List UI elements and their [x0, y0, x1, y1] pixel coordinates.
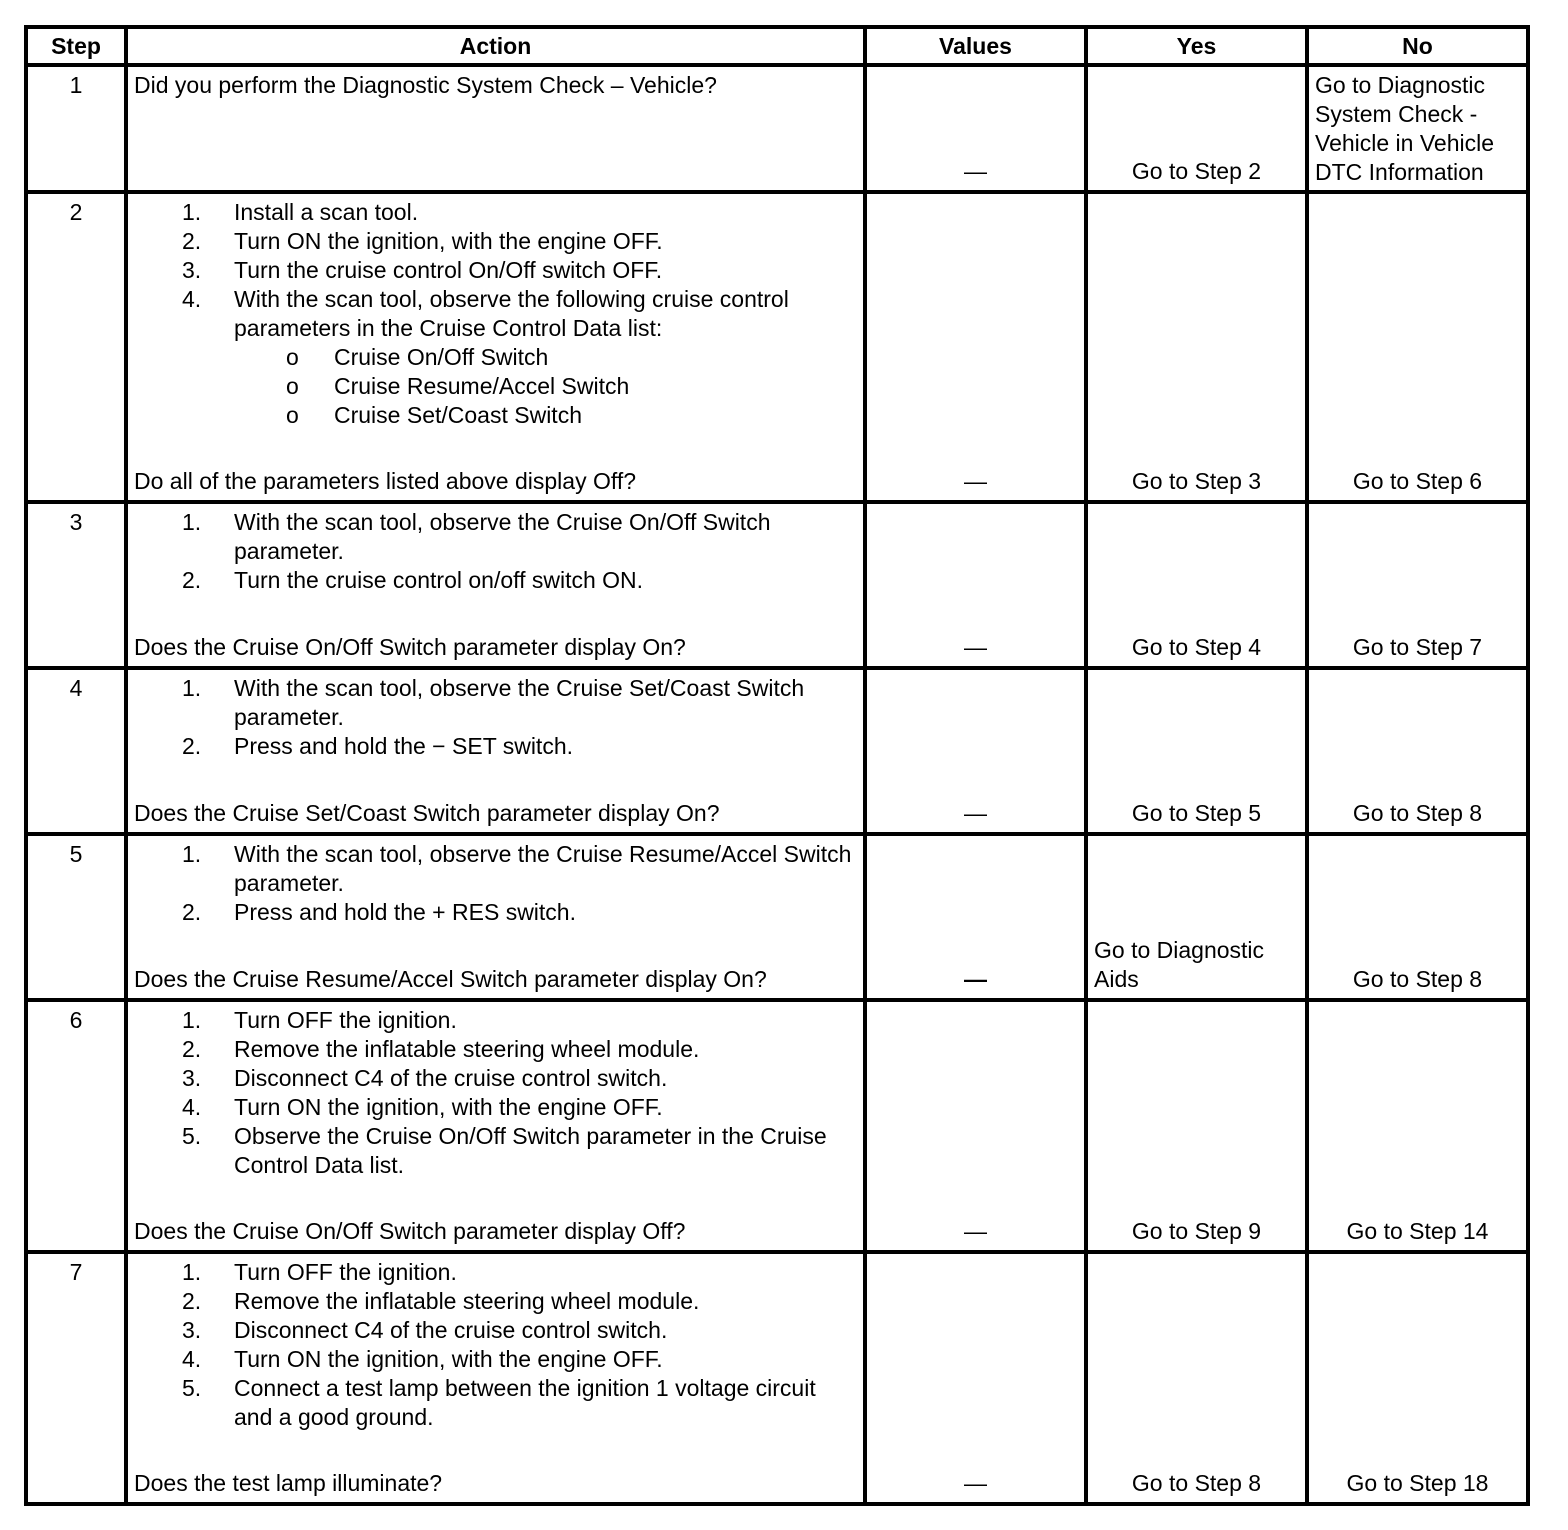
step-number: 4	[26, 668, 126, 834]
yes-link[interactable]: Go to Step 8	[1131, 1470, 1262, 1496]
diagnostic-table	[24, 25, 1530, 1506]
values-cell	[865, 1252, 1086, 1504]
values-dash: —	[964, 468, 987, 494]
question-text: Does the Cruise On/Off Switch parameter display Off?	[134, 1218, 686, 1244]
no-link[interactable]: Go to Step 6	[1352, 468, 1483, 494]
instruction-list	[134, 674, 857, 761]
instruction-item: 2. Turn ON the ignition, with the engine OFF.	[182, 228, 663, 254]
yes-cell	[1086, 502, 1307, 668]
no-cell	[1307, 1000, 1528, 1252]
no-link[interactable]: Go to Diagnostic System Check - Vehicle in Vehicle DTC Information	[1315, 72, 1495, 185]
values-dash: —	[964, 800, 987, 826]
no-cell	[1307, 834, 1528, 1000]
action-cell	[126, 668, 865, 834]
values-cell	[865, 834, 1086, 1000]
instruction-list	[134, 508, 857, 595]
instruction-item: 3. Turn the cruise control On/Off switch OFF.	[182, 257, 663, 283]
yes-link[interactable]: Go to Step 9	[1131, 1218, 1262, 1244]
instruction-item: 4. Turn ON the ignition, with the engine OFF.	[182, 1346, 663, 1372]
instruction-item: 2. Press and hold the − SET switch.	[182, 733, 574, 759]
values-cell	[865, 65, 1086, 192]
yes-link[interactable]: Go to Step 2	[1131, 158, 1262, 184]
values-cell	[865, 1000, 1086, 1252]
values-dash: —	[964, 966, 987, 992]
diagnostic-table-page	[24, 25, 1526, 1506]
question-text: Does the Cruise On/Off Switch parameter display On?	[134, 634, 686, 660]
step-number: 7	[26, 1252, 126, 1504]
header-row	[26, 27, 1528, 65]
table-row-step-7	[26, 1252, 1528, 1504]
instruction-item: 5. Connect a test lamp between the ignition 1 voltage circuit and a good ground.	[182, 1375, 816, 1430]
yes-cell	[1086, 668, 1307, 834]
table-row-step-1	[26, 65, 1528, 192]
yes-cell	[1086, 65, 1307, 192]
yes-link[interactable]: Go to Diagnostic Aids	[1094, 937, 1265, 992]
question-text: Does the Cruise Set/Coast Switch parameter display On?	[134, 800, 720, 826]
no-link[interactable]: Go to Step 14	[1346, 1218, 1489, 1244]
question-text: Do all of the parameters listed above display Off?	[134, 468, 637, 494]
table-row-step-6	[26, 1000, 1528, 1252]
action-cell	[126, 502, 865, 668]
values-dash: —	[964, 634, 987, 660]
no-cell	[1307, 668, 1528, 834]
instruction-item: 1. Install a scan tool.	[182, 199, 419, 225]
action-cell	[126, 1000, 865, 1252]
header-action: Action	[126, 27, 865, 65]
instruction-item: 1. Turn OFF the ignition.	[182, 1259, 457, 1285]
parameter-item: o Cruise Set/Coast Switch	[286, 402, 582, 428]
instruction-list	[134, 198, 857, 430]
table-row-step-5	[26, 834, 1528, 1000]
yes-link[interactable]: Go to Step 3	[1131, 468, 1262, 494]
yes-cell	[1086, 834, 1307, 1000]
instruction-item: 2. Press and hold the + RES switch.	[182, 899, 576, 925]
instruction-item: 5. Observe the Cruise On/Off Switch parameter in the Cruise Control Data list.	[182, 1123, 827, 1178]
no-cell	[1307, 1252, 1528, 1504]
action-cell	[126, 65, 865, 192]
action-cell	[126, 1252, 865, 1504]
action-cell	[126, 192, 865, 502]
question-text: Did you perform the Diagnostic System Check – Vehicle?	[134, 72, 717, 98]
no-cell	[1307, 192, 1528, 502]
no-link[interactable]: Go to Step 7	[1352, 634, 1483, 660]
values-dash: —	[964, 158, 987, 184]
instruction-list	[134, 1258, 857, 1432]
no-link[interactable]: Go to Step 8	[1352, 800, 1483, 826]
header-no: No	[1307, 27, 1528, 65]
instruction-item: 1. With the scan tool, observe the Cruise Resume/Accel Switch parameter.	[182, 841, 852, 896]
header-yes: Yes	[1086, 27, 1307, 65]
values-cell	[865, 192, 1086, 502]
table-row-step-3	[26, 502, 1528, 668]
values-dash: —	[964, 1218, 987, 1244]
question-text: Does the test lamp illuminate?	[134, 1470, 443, 1496]
step-number: 2	[26, 192, 126, 502]
yes-cell	[1086, 1000, 1307, 1252]
step-number: 3	[26, 502, 126, 668]
instruction-item: 1. With the scan tool, observe the Cruise On/Off Switch parameter.	[182, 509, 771, 564]
step-number: 6	[26, 1000, 126, 1252]
values-dash: —	[964, 1470, 987, 1496]
instruction-item: 1. With the scan tool, observe the Cruise Set/Coast Switch parameter.	[182, 675, 805, 730]
parameter-item: o Cruise Resume/Accel Switch	[286, 373, 630, 399]
yes-cell	[1086, 1252, 1307, 1504]
parameter-item: o Cruise On/Off Switch	[286, 344, 549, 370]
parameter-list	[234, 343, 857, 430]
yes-link[interactable]: Go to Step 5	[1131, 800, 1262, 826]
no-cell	[1307, 502, 1528, 668]
values-cell	[865, 502, 1086, 668]
instruction-item: 3. Disconnect C4 of the cruise control switch.	[182, 1317, 668, 1343]
instruction-item: 4. Turn ON the ignition, with the engine OFF.	[182, 1094, 663, 1120]
instruction-item: 4. With the scan tool, observe the following cruise control parameters in the Cruise Control Data list: o Cruise On/Off Switch o Cruise Resume/Accel Switch o Cruise Set/Coast Switch	[134, 285, 857, 430]
values-cell	[865, 668, 1086, 834]
table-row-step-2	[26, 192, 1528, 502]
no-link[interactable]: Go to Step 8	[1352, 966, 1483, 992]
question-text: Does the Cruise Resume/Accel Switch parameter display On?	[134, 966, 767, 992]
header-step: Step	[26, 27, 126, 65]
instruction-item: 2. Remove the inflatable steering wheel module.	[182, 1036, 700, 1062]
no-cell	[1307, 65, 1528, 192]
instruction-list	[134, 840, 857, 927]
instruction-item: 1. Turn OFF the ignition.	[182, 1007, 457, 1033]
instruction-item: 2. Remove the inflatable steering wheel module.	[182, 1288, 700, 1314]
yes-link[interactable]: Go to Step 4	[1131, 634, 1262, 660]
no-link[interactable]: Go to Step 18	[1346, 1470, 1489, 1496]
step-number: 5	[26, 834, 126, 1000]
step-number: 1	[26, 65, 126, 192]
header-values: Values	[865, 27, 1086, 65]
table-row-step-4	[26, 668, 1528, 834]
instruction-item: 3. Disconnect C4 of the cruise control switch.	[182, 1065, 668, 1091]
action-cell	[126, 834, 865, 1000]
instruction-item: 2. Turn the cruise control on/off switch ON.	[182, 567, 644, 593]
yes-cell	[1086, 192, 1307, 502]
instruction-list	[134, 1006, 857, 1180]
